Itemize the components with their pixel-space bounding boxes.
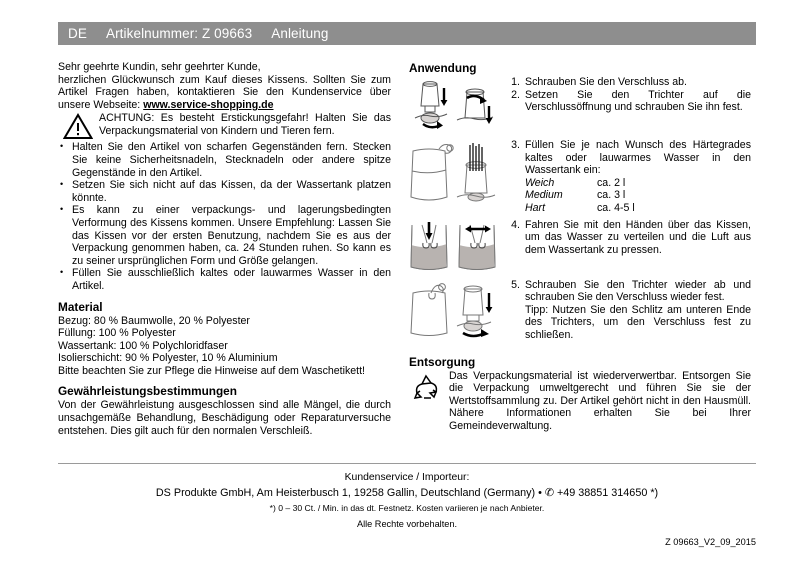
steps-list [500, 279, 751, 304]
usage-step-group-1 [409, 76, 751, 134]
hardness-value: ca. 3 l [597, 189, 626, 202]
list-item: • Setzen Sie sich nicht auf das Kissen, da der Wassertank platzen könnte. [58, 179, 391, 204]
list-item: • Es kann zu einer verpackungs- und lagerungsbedingten Verformung des Kissens kommen. Unsere Empfehlung: Lassen Sie das Kissen vor der ersten Benutzung, nachdem Sie es aus der Verpackung genommen haben, ca. 24 Stunden ruhen. So kann es zu seiner ursprünglichen Form und Größe gelangen. [58, 204, 391, 267]
step-number: 5. [511, 278, 520, 291]
header-language: DE [68, 26, 87, 41]
step-text: Schrauben Sie den Trichter wieder ab und schrauben Sie den Verschluss wieder fest. [525, 278, 751, 304]
usage-step-group-3 [409, 139, 751, 215]
safety-bullet-list [58, 141, 391, 292]
material-line: Wassertank: 100 % Polychloridfaser [58, 339, 228, 352]
step-number: 2. [511, 88, 520, 101]
figure-remove-funnel [409, 279, 497, 339]
warning-triangle-icon [63, 113, 93, 139]
usage-step [500, 76, 751, 89]
hardness-value: ca. 4-5 l [597, 201, 635, 214]
steps-list [500, 219, 751, 257]
header-article-number: Artikelnummer: Z 09663 [105, 26, 253, 41]
footer-divider [58, 463, 756, 464]
material-line: Füllung: 100 % Polyester [58, 327, 176, 340]
figure-screw-cap-funnel [409, 76, 497, 134]
usage-step-4 [497, 219, 751, 257]
step-text: Setzen Sie den Trichter auf die Verschlussöffnung und schrauben Sie ihn fest. [525, 88, 751, 114]
warning-block [58, 112, 391, 139]
table-row [525, 189, 751, 202]
step-text: Schrauben Sie den Verschluss ab. [525, 76, 687, 88]
hardness-label: Medium [525, 189, 563, 202]
steps-list [500, 76, 751, 114]
intro-text: herzlichen Glückwunsch zum Kauf dieses Kissens. Sollten Sie zum Artikel Fragen haben, kontaktieren Sie den Kundenservice über unsere Webseite: [58, 73, 391, 111]
usage-steps-1-2 [497, 76, 751, 114]
step-number: 3. [511, 139, 520, 151]
material-care-note: Bitte beachten Sie zur Pflege die Hinweise auf dem Waschetikett! [58, 364, 365, 377]
left-column [58, 61, 399, 437]
disposal-heading: Entsorgung [409, 354, 476, 369]
hardness-value: ca. 2 l [597, 176, 626, 189]
usage-step-group-5 [409, 279, 751, 342]
material-line: Bezug: 80 % Baumwolle, 20 % Polyester [58, 314, 250, 327]
warranty-text: Von der Gewährleistung ausgeschlossen sind alle Mängel, die durch unsachgemäße Behandlung, Beschädigung oder Reparaturversuche entstehen. Dies gilt auch für den normalen Verschleiß. [58, 399, 391, 437]
water-hardness-table [500, 177, 751, 215]
salutation: Sehr geehrte Kundin, sehr geehrter Kunde, [58, 61, 261, 73]
disposal-text: Das Verpackungsmaterial ist wiederverwertbar. Entsorgen Sie die Verpackung umweltgerecht und führen Sie sie der Wertstoffsammlung zu. Der Artikel gehört nicht in den Hausmüll. Nähere Informationen erhalten Sie bei Ihrer Gemeindeverwaltung. [449, 369, 751, 432]
footer-document-version: Z 09663_V2_09_2015 [665, 537, 756, 547]
footer-company-address: DS Produkte GmbH, Am Heisterbusch 1, 19258 Gallin, Deutschland (Germany) • ✆ +49 38851 314650 *) [155, 487, 659, 499]
hardness-label: Weich [525, 176, 555, 189]
footer-rights-note: Alle Rechte vorbehalten. [356, 519, 458, 529]
header-bar [58, 22, 756, 45]
intro-block [58, 61, 391, 111]
footer-service-label: Kundenservice / Importeur: [344, 472, 470, 483]
table-row [525, 202, 751, 215]
usage-step [500, 139, 751, 177]
step-text: Fahren Sie mit den Händen über das Kissen, um das Wasser zu verteilen und die Luft aus dem Wassertank zu pressen. [525, 218, 751, 256]
service-website-link[interactable]: www.service-shopping.de [143, 98, 274, 111]
usage-tip-text: Tipp: Nutzen Sie den Schlitz am unteren Ende des Trichters, um den Verschluss fest zu schließen. [525, 303, 751, 341]
step-number: 4. [511, 218, 520, 231]
hardness-label: Hart [525, 201, 546, 214]
usage-step-3 [497, 139, 751, 215]
figure-fill-water [409, 139, 497, 211]
list-item: • Halten Sie den Artikel von scharfen Gegenständen fern. Stecken Sie keine Sicherheitsnadeln, Stecknadeln oder andere spitze Gegenstände in den Artikel. [58, 141, 391, 179]
step-text: Füllen Sie je nach Wunsch des Härtegrades kaltes oder lauwarmes Wasser in den Wassertank ein: [525, 139, 751, 177]
usage-step-5 [497, 279, 751, 342]
usage-step [500, 219, 751, 257]
right-column [399, 61, 751, 433]
table-row [525, 177, 751, 190]
footer [58, 463, 756, 547]
warning-text: ACHTUNG: Es besteht Erstickungsgefahr! Halten Sie das Verpackungsmaterial von Kindern und Tieren fern. [99, 112, 391, 137]
usage-step [500, 89, 751, 114]
body-columns [58, 61, 756, 437]
list-item: • Füllen Sie ausschließlich kaltes oder lauwarmes Wasser in den Artikel. [58, 267, 391, 292]
material-heading: Material [58, 299, 103, 314]
steps-list [500, 139, 751, 177]
warranty-heading: Gewährleistungsbestimmungen [58, 384, 237, 399]
disposal-block [409, 370, 751, 433]
figure-spread-water [409, 219, 497, 273]
material-line: Isolierschicht: 90 % Polyester, 10 % Aluminium [58, 352, 278, 365]
intro-paragraph [58, 74, 391, 112]
usage-step [500, 279, 751, 304]
step-number: 1. [511, 76, 520, 88]
usage-step-group-4 [409, 219, 751, 273]
header-doc-type: Anleitung [271, 26, 329, 41]
recycling-icon [409, 372, 443, 402]
footer-tariff-note: *) 0 – 30 Ct. / Min. in das dt. Festnetz. Kosten variieren je nach Anbieter. [269, 503, 545, 513]
usage-heading: Anwendung [409, 61, 477, 75]
